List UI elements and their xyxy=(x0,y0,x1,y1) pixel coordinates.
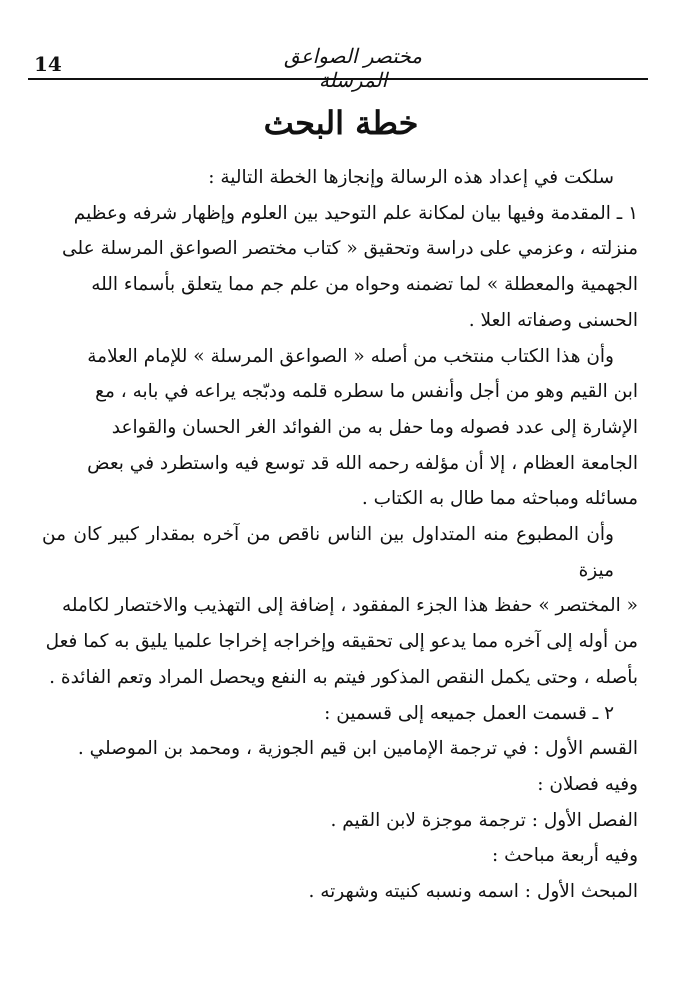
text-line: وأن هذا الكتاب منتخب من أصله « الصواعق المرسلة » للإمام العلامة xyxy=(87,345,614,367)
section-title: خطة البحث xyxy=(263,104,419,142)
page-number: 14 xyxy=(34,52,62,76)
text-line: سلكت في إعداد هذه الرسالة وإنجازها الخطة التالية : xyxy=(208,167,614,188)
running-title: مختصر الصواعق المرسلة xyxy=(284,44,422,92)
text-line: وفيه فصلان : xyxy=(537,773,638,795)
text-line: المبحث الأول : اسمه ونسبه كنيته وشهرته . xyxy=(308,881,638,903)
text-line: من أوله إلى آخره مما يدعو إلى تحقيقه وإخراجه إخراجا علميا يليق به كما فعل xyxy=(45,631,638,653)
text-line: الحسنى وصفاته العلا . xyxy=(468,309,638,331)
text-line: « المختصر » حفظ هذا الجزء المفقود ، إضافة إلى التهذيب والاختصار لكامله xyxy=(61,595,638,617)
text-line: الفصل الأول : ترجمة موجزة لابن القيم . xyxy=(330,809,638,831)
page-header xyxy=(28,40,648,92)
text-line: ابن القيم وهو من أجل وأنفس ما سطره قلمه ودبّجه يراعه في بابه ، مع xyxy=(95,381,638,403)
header-divider xyxy=(28,78,648,80)
text-line: الجامعة العظام ، إلا أن مؤلفه رحمه الله قد توسع فيه واستطرد في بعض xyxy=(87,452,638,474)
text-line: بأصله ، وحتى يكمل النقص المذكور فيتم به النفع ويحصل المراد وتعم الفائدة . xyxy=(49,666,638,688)
body-text xyxy=(42,160,638,910)
text-line: وفيه أربعة مباحث : xyxy=(492,845,638,867)
text-line: مسائله ومباحثه مما طال به الكتاب . xyxy=(361,488,638,510)
text-line: القسم الأول : في ترجمة الإمامين ابن قيم الجوزية ، ومحمد بن الموصلي . xyxy=(77,738,638,760)
text-line: ٢ ـ قسمت العمل جميعه إلى قسمين : xyxy=(324,702,614,724)
text-line: منزلته ، وعزمي على دراسة وتحقيق « كتاب مختصر الصواعق المرسلة على xyxy=(62,238,638,260)
text-line: وأن المطبوع منه المتداول بين الناس ناقص من آخره بمقدار كبير كان من ميزة xyxy=(42,524,614,581)
text-line: الإشارة إلى عدد فصوله وما حفل به من الفوائد الغر الحسان والقواعد xyxy=(111,416,638,438)
text-line: ١ ـ المقدمة وفيها بيان لمكانة علم التوحيد بين العلوم وإظهار شرفه وعظيم xyxy=(73,202,638,224)
text-line: الجهمية والمعطلة » لما تضمنه وحواه من علم جم مما يتعلق بأسماء الله xyxy=(91,274,638,296)
